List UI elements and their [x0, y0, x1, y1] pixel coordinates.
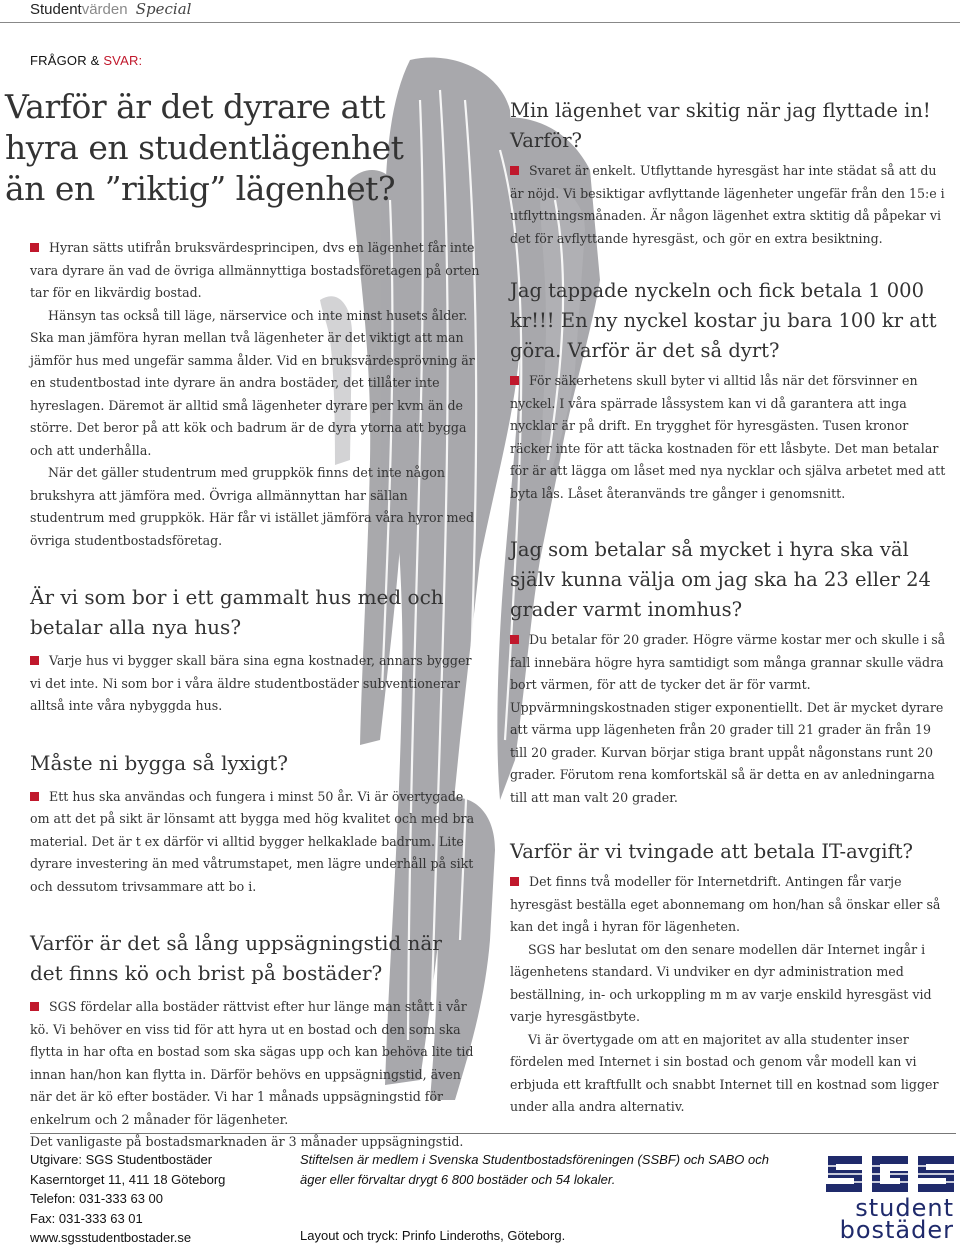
red-square-bullet-icon: [30, 656, 39, 665]
answer-paragraph: Vi är övertygade om att en majoritet av alla studenter inser fördelen med Internet i sin bostad och genom vår modell kan vi erbjuda ett kraftfullt och snabbt Internet till en kostnad som ligger under alla andra alternativ.: [510, 1031, 939, 1114]
answer-paragraph: Det vanligaste på bostadsmarknaden är 3 månader uppsägningstid.: [30, 1134, 464, 1149]
brand-special: Special: [135, 0, 192, 18]
question-heading: Varför är vi tvingade att betala IT-avgift?: [510, 840, 913, 863]
magazine-brand: [30, 0, 191, 18]
layout-credit: Layout och tryck: Prinfo Linderoths, Göteborg.: [300, 1228, 566, 1243]
question-luxury: [30, 748, 480, 899]
question-old-house: [30, 582, 480, 718]
publisher-line: Utgivare: SGS Studentbostäder: [30, 1152, 213, 1167]
red-square-bullet-icon: [30, 1002, 39, 1011]
question-dirty-flat: [510, 96, 950, 250]
sgs-logo: [826, 1152, 956, 1244]
intro-answer: [30, 237, 480, 552]
red-square-bullet-icon: [510, 166, 519, 175]
brand-light: värden: [81, 1, 128, 18]
answer-paragraph: Hyran sätts utifrån bruksvärdesprincipen, dvs en lägenhet får inte vara dyrare än vad de övriga allmännyttiga bostadsföretagen på orten tar för en likvärdig bostad.: [30, 240, 480, 300]
logo-word-student: student: [855, 1194, 954, 1222]
red-square-bullet-icon: [30, 792, 39, 801]
red-square-bullet-icon: [510, 877, 519, 886]
red-square-bullet-icon: [510, 376, 519, 385]
question-heading: Min lägenhet var skitig när jag flyttade in! Varför?: [510, 99, 931, 152]
answer-paragraph: Varje hus vi bygger skall bära sina egna kostnader, annars bygger vi det inte. Ni som bor i våra äldre studentbostäder subventionerar alltså inte våra nybyggda hus.: [30, 653, 472, 713]
title-line: än en ”riktig” lägenhet?: [5, 169, 396, 208]
question-temperature: [510, 535, 950, 809]
logo-word-bostader: bostäder: [839, 1216, 954, 1244]
question-lost-key: [510, 276, 950, 505]
answer-paragraph: För säkerhetens skull byter vi alltid lås när det försvinner en nyckel. I våra spärrade låssystem kan vi då garantera att inga nycklar är på drift. En trygghet för hyresgästen. Tusen kronor räcker inte för att täcka kostnaden för ett låsbyte. Det man betalar för är att lägga om låset med nya nycklar och själva arbetet med att byta lås. Låset återanvänds tre gånger i genomsnitt.: [510, 373, 946, 501]
page-header: [0, 0, 960, 22]
title-line: Varför är det dyrare att: [5, 87, 386, 126]
answer-paragraph: Hänsyn tas också till läge, närservice och inte minst husets ålder. Ska man jämföra hyran mellan två lägenheter är det viktigt att man jämför hus med ungefär samma ålder. Vid en bruksvärdesprövning är en studentbostad inte dyrare än andra bostäder, det tillåter inte hyreslagen. Däremot är alltid små lägenheter dyrare per kvm än de större. Det beror på att kök och badrum är de dyra ytorna att bygga och att underhålla.: [30, 307, 475, 458]
brand-bold: Student: [30, 1, 82, 18]
red-square-bullet-icon: [30, 243, 39, 252]
kicker-svar: SVAR:: [103, 53, 143, 68]
question-heading: Jag tappade nyckeln och fick betala 1 000 kr!!! En ny nyckel kostar ju bara 100 kr att göra. Varför är det så dyrt?: [510, 279, 937, 362]
question-notice-period: [30, 928, 480, 1154]
answer-paragraph: SGS har beslutat om den senare modellen där Internet ingår i lägenhetens standard. Vi undviker en dyr administration med beställning, in- och urkoppling m m av varje enskild hyresgäst vid varje hyresgästbyte.: [510, 941, 932, 1024]
answer-paragraph: Svaret är enkelt. Utflyttande hyresgäst har inte städat så att du är nöjd. Vi besiktigar avflyttande lägenheter ungefär från den 15:e i utflyttningsmånaden. Är någon lägenhet extra sktitig då påpekar vi det för avflyttande hyresgäst, och gör en extra besiktning.: [510, 163, 945, 246]
question-heading: Jag som betalar så mycket i hyra ska väl själv kunna välja om jag ska ha 23 eller 24 grader varmt inomhus?: [510, 538, 931, 621]
question-it-fee: [510, 837, 950, 1119]
title-line: hyra en studentlägenhet: [5, 128, 404, 167]
kicker-amp: &: [90, 53, 100, 68]
answer-paragraph: Det finns två modeller för Internetdrift. Antingen får varje hyresgäst beställa eget abonnemang om hon/han så önskar eller så kan det ingå i hyran för lägenheten.: [510, 874, 941, 934]
kicker-fragor: FRÅGOR: [30, 53, 87, 68]
right-column: [510, 96, 950, 1149]
answer-paragraph: SGS fördelar alla bostäder rättvist efter hur länge man stått i vår kö. Vi behöver en viss tid för att hyra ut en bostad och den som ska flytta in har ofta en bostad som ska sägas upp och kan behöva lite tid innan han/hon kan flytta in. Därför behövs en uppsägningstid, även när det är kö efter bostäder. Vi har 1 månads uppsägningstid för enkelrum och 2 månader för lägenheter.: [30, 999, 474, 1127]
answer-paragraph: Du betalar för 20 grader. Högre värme kostar mer och skulle i så fall innebära högre hyra samtidigt som många grannar skulle vädra bort värmen, för att de tycker det är för varmt. Uppvärmningskostnaden stiger exponentiellt. Det är mycket dyrare att värma upp lägenheten från 20 grader till 21 grader än från 19 till 20 grader. Kurvan börjar stiga brant uppåt någonstans runt 20 grader. Förutom rena komfortskäl så är detta en av anledningarna till att man valt 20 grader.: [510, 632, 946, 805]
red-square-bullet-icon: [510, 635, 519, 644]
section-kicker: [30, 53, 142, 68]
address-line: Kaserntorget 11, 411 18 Göteborg: [30, 1171, 226, 1187]
answer-paragraph: Ett hus ska användas och fungera i minst 50 år. Vi är övertygade om att det på sikt är lönsamt att bygga med hög kvalitet och med bra material. Det är t ex därför vi alltid bygger helkaklade badrum. Lite dyrare investering än med våtrumstapet, men lägre underhåll på sikt och dessutom trivsammare att bo i.: [30, 788, 475, 894]
sgs-logo-mark-icon: [826, 1152, 956, 1196]
phone-line: Telefon: 031-333 63 00: [30, 1191, 163, 1207]
question-heading: Måste ni bygga så lyxigt?: [30, 750, 288, 775]
website-link[interactable]: www.sgsstudentbostader.se: [30, 1230, 192, 1246]
foundation-note: Stiftelsen är medlem i Svenska Studentbostadsföreningen (SSBF) och SABO och äger eller förvaltar drygt 6 800 bostäder och 54 lokaler.: [300, 1152, 769, 1187]
fax-line: Fax: 031-333 63 01: [30, 1210, 143, 1226]
question-heading: Varför är det så lång uppsägningstid när det finns kö och brist på bostäder?: [30, 931, 442, 985]
header-rule: [0, 22, 960, 23]
main-title: [5, 86, 480, 209]
question-heading: Är vi som bor i ett gammalt hus med och betalar alla nya hus?: [30, 585, 444, 639]
answer-paragraph: När det gäller studentrum med gruppkök finns det inte någon brukshyra att jämföra med. Övriga allmännyttan har sällan studentrum med gruppkök. Här får vi istället jämföra våra hyror med övriga studentbostadsföretag.: [30, 465, 475, 548]
left-column: [5, 86, 480, 1184]
